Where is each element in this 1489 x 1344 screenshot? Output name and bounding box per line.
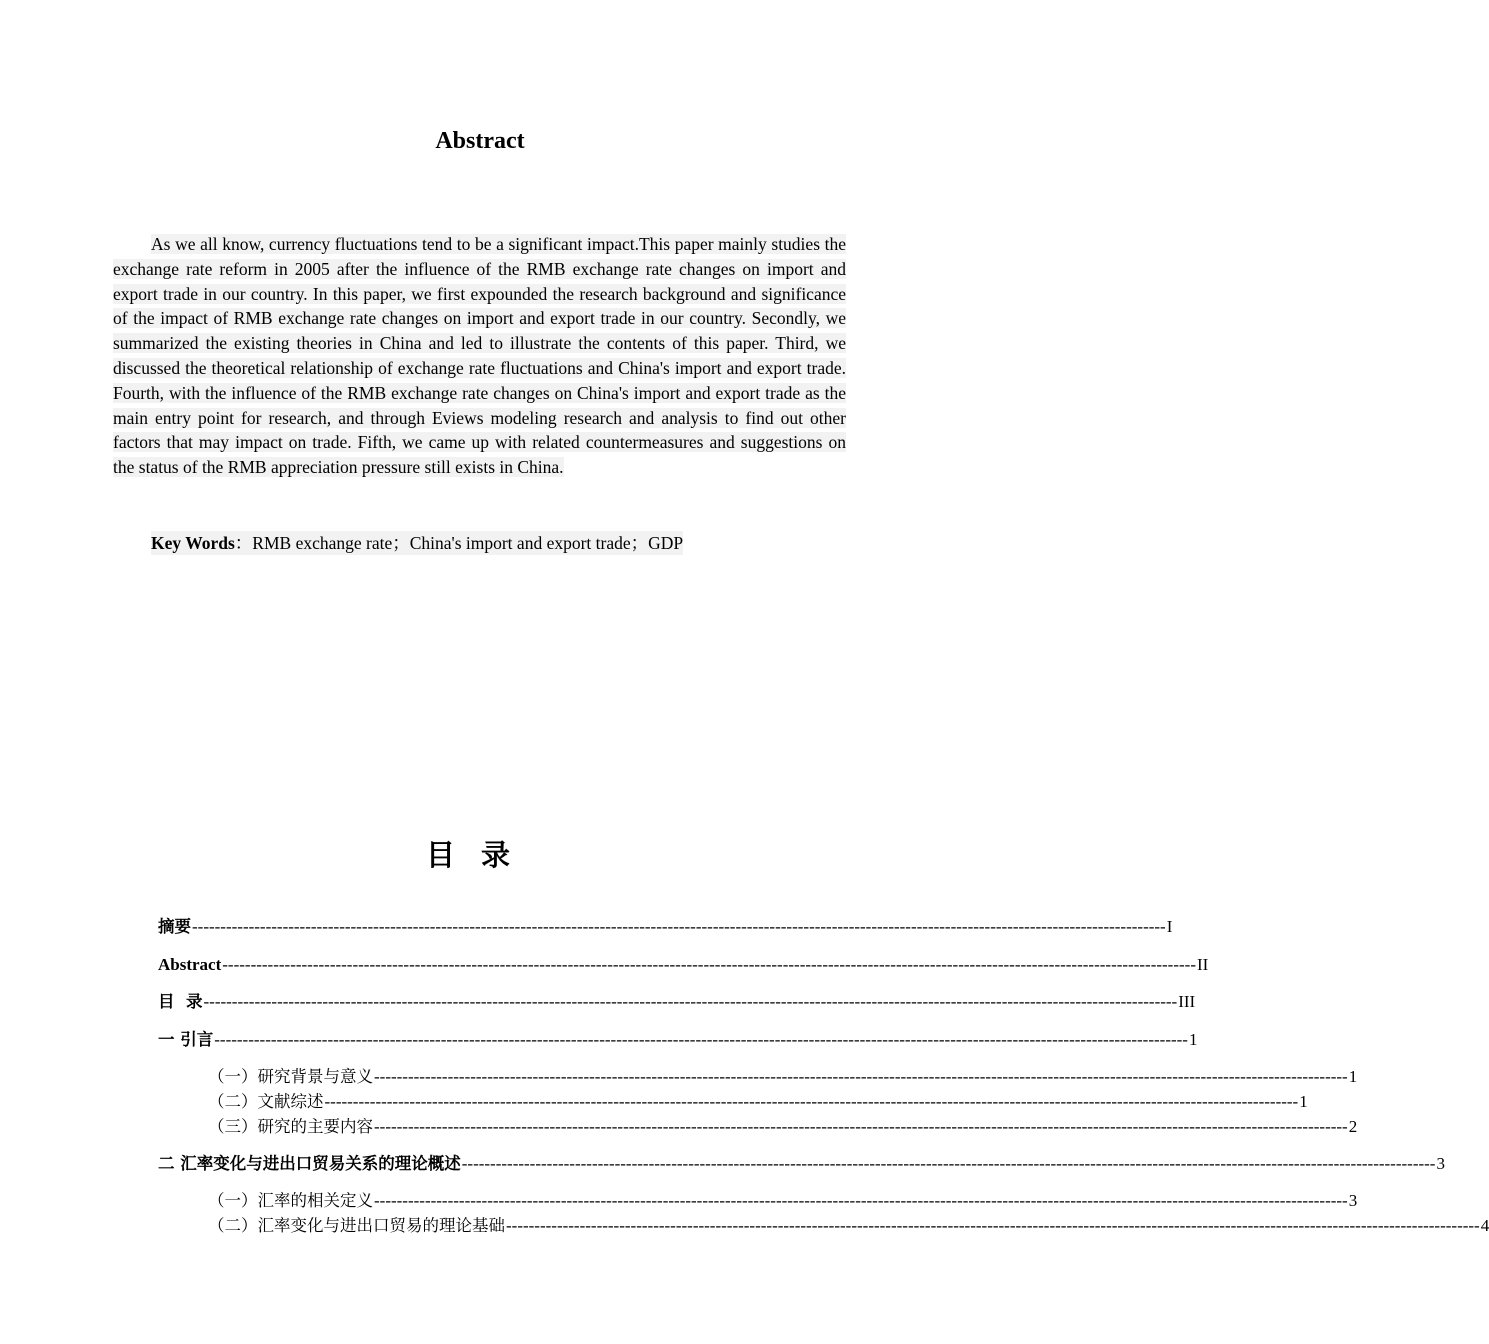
- toc-entry-label: 一 引言: [158, 1030, 214, 1049]
- toc-entry[interactable]: [208, 1065, 1358, 1089]
- toc-entry-page: 1: [1188, 1030, 1198, 1049]
- abstract-text: As we all know, currency fluctuations tend to be a significant impact.This paper mainly studies the exchange rate reform in 2005 after the influence of the RMB exchange rate changes on import and export trade in our country. In this paper, we first expounded the research background and significance of the impact of RMB exchange rate changes on import and export trade in our country. Secondly, we summarized the existing theories in China and led to illustrate the contents of this paper. Third, we discussed the theoretical relationship of exchange rate fluctuations and China's import and export trade. Fourth, with the influence of the RMB exchange rate changes on China's import and export trade as the main entry point for research, and through Eviews modeling research and analysis to find out other factors that may impact on trade. Fifth, we came up with related countermeasures and suggestions on the status of the RMB appreciation pressure still exists in China.: [113, 234, 846, 478]
- toc-entry-label: （一）研究背景与意义: [208, 1067, 373, 1086]
- toc-leader: ----------------------------------------------------------------------------------------------------------------------------------------------------------------------------: [506, 1216, 1480, 1235]
- abstract-title: Abstract: [435, 128, 525, 154]
- toc-title: 目录: [425, 838, 536, 872]
- abstract-body: [113, 232, 846, 480]
- toc-entry[interactable]: [208, 1214, 1489, 1238]
- toc-entry-label: 二 汇率变化与进出口贸易关系的理论概述: [158, 1154, 461, 1173]
- toc-leader: ----------------------------------------------------------------------------------------------------------------------------------------------------------------------------: [222, 955, 1196, 974]
- toc-entry-label: （二）文献综述: [208, 1092, 324, 1111]
- toc-entry-page: 3: [1348, 1191, 1358, 1210]
- toc-entry-label: 目 录: [158, 992, 203, 1011]
- toc-leader: ----------------------------------------------------------------------------------------------------------------------------------------------------------------------------: [192, 917, 1166, 936]
- toc-entry-page: II: [1196, 955, 1209, 974]
- toc-entry-label: Abstract: [158, 955, 222, 974]
- keywords-label: Key Words: [151, 533, 235, 553]
- toc-entry[interactable]: [158, 953, 1209, 977]
- keywords-line: [151, 531, 683, 555]
- toc-leader: ----------------------------------------------------------------------------------------------------------------------------------------------------------------------------: [374, 1117, 1348, 1136]
- toc-entry-label: 摘要: [158, 917, 191, 936]
- toc-leader: ----------------------------------------------------------------------------------------------------------------------------------------------------------------------------: [324, 1092, 1299, 1111]
- toc-leader: ----------------------------------------------------------------------------------------------------------------------------------------------------------------------------: [374, 1191, 1348, 1210]
- toc-entry-label: （三）研究的主要内容: [208, 1117, 373, 1136]
- toc-entry[interactable]: [158, 915, 1173, 939]
- toc-leader: ----------------------------------------------------------------------------------------------------------------------------------------------------------------------------: [461, 1154, 1436, 1173]
- toc-entry-label: （一）汇率的相关定义: [208, 1191, 373, 1210]
- keywords-separator: ：: [234, 533, 253, 553]
- toc-entry-page: 1: [1299, 1092, 1308, 1111]
- toc-entry[interactable]: [158, 1152, 1445, 1176]
- toc-leader: ----------------------------------------------------------------------------------------------------------------------------------------------------------------------------: [374, 1067, 1348, 1086]
- toc-entry[interactable]: [158, 1028, 1198, 1052]
- toc-leader: ----------------------------------------------------------------------------------------------------------------------------------------------------------------------------: [214, 1030, 1188, 1049]
- keywords-text: RMB exchange rate；China's import and export trade；GDP: [252, 533, 684, 553]
- toc-entry[interactable]: [208, 1090, 1308, 1114]
- toc-entry-page: 1: [1348, 1067, 1358, 1086]
- toc-entry-page: 3: [1436, 1154, 1445, 1173]
- toc-entry[interactable]: [208, 1115, 1358, 1139]
- toc-entry-page: I: [1166, 917, 1173, 936]
- toc-entry-page: III: [1178, 992, 1196, 1011]
- toc-entry-page: 2: [1348, 1117, 1358, 1136]
- toc-entry-page: 4: [1480, 1216, 1489, 1235]
- toc-entry[interactable]: [208, 1189, 1358, 1213]
- toc-leader: ----------------------------------------------------------------------------------------------------------------------------------------------------------------------------: [203, 992, 1178, 1011]
- toc-entry-label: （二）汇率变化与进出口贸易的理论基础: [208, 1216, 505, 1235]
- toc-entry[interactable]: [158, 990, 1196, 1014]
